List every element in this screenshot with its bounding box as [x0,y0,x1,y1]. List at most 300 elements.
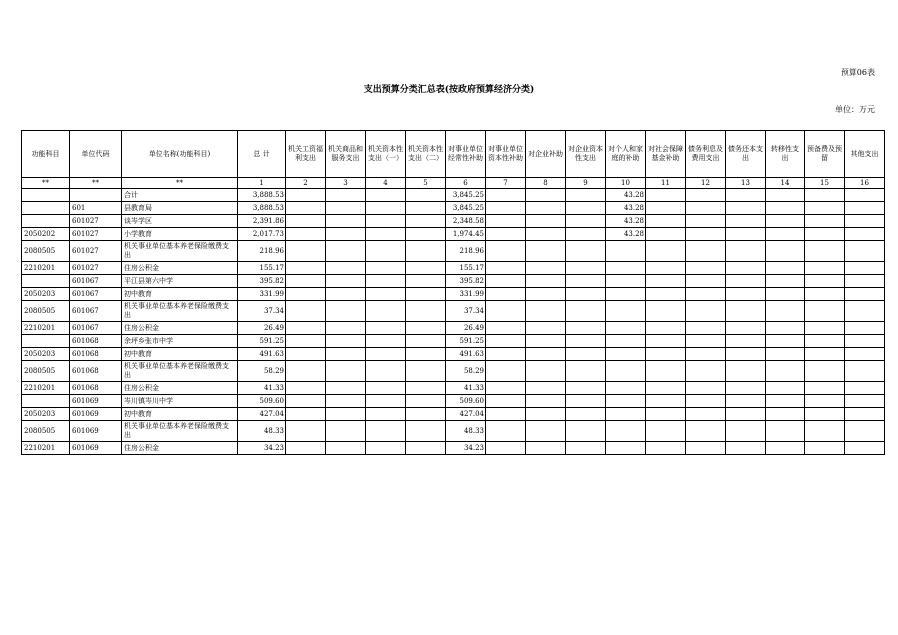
amount-cell [326,335,366,348]
amount-cell [326,382,366,395]
amount-cell [406,202,446,215]
amount-cell [686,335,726,348]
amount-cell [805,382,845,395]
amount-cell [845,215,885,228]
amount-cell [766,288,805,301]
amount-cell: 155.17 [446,262,486,275]
amount-cell [326,241,366,262]
amount-cell [326,189,366,202]
amount-cell [526,301,566,322]
amount-cell [326,395,366,408]
amount-cell [805,202,845,215]
amount-cell [286,288,326,301]
table-row [22,262,885,275]
table-row [22,228,885,241]
amount-cell [845,348,885,361]
amount-cell [406,348,446,361]
amount-cell [686,408,726,421]
amount-cell [726,322,766,335]
function-code-cell: 2210201 [22,322,70,335]
unit-code-cell: 601068 [70,361,122,382]
unit-code-cell: 601068 [70,348,122,361]
unit-code-cell: 601067 [70,288,122,301]
column-header: 对事业单位经常性补助 [446,131,486,178]
column-header: 对企业资本性支出 [566,131,606,178]
amount-cell [406,322,446,335]
amount-cell [326,301,366,322]
amount-cell [646,348,686,361]
amount-cell: 41.33 [446,382,486,395]
amount-cell [486,288,526,301]
amount-cell [366,228,406,241]
amount-cell [646,189,686,202]
table-row [22,241,885,262]
amount-cell [766,322,805,335]
amount-cell: 43.28 [606,202,646,215]
table-row [22,215,885,228]
amount-cell [286,301,326,322]
column-header: 单位名称(功能科目) [122,131,238,178]
amount-cell [606,442,646,455]
function-code-cell: 2210201 [22,262,70,275]
index-cell: 14 [766,178,805,189]
unit-name-cell: 机关事业单位基本养老保险缴费支出 [122,241,238,262]
amount-cell [286,348,326,361]
amount-cell: 218.96 [446,241,486,262]
amount-cell [326,262,366,275]
unit-code-cell: 601027 [70,215,122,228]
table-row [22,202,885,215]
amount-cell [326,361,366,382]
amount-cell [766,301,805,322]
amount-cell [526,228,566,241]
amount-cell [606,348,646,361]
amount-cell [366,189,406,202]
amount-cell: 34.23 [446,442,486,455]
unit-name-cell: 县教育局 [122,202,238,215]
amount-cell [406,275,446,288]
amount-cell: 43.28 [606,228,646,241]
unit-code-cell: 601067 [70,301,122,322]
amount-cell [726,288,766,301]
amount-cell [566,202,606,215]
column-header: 对企业补助 [526,131,566,178]
amount-cell [406,335,446,348]
amount-cell [805,395,845,408]
amount-cell: 3,845.25 [446,202,486,215]
amount-cell [406,361,446,382]
amount-cell: 2,348.58 [446,215,486,228]
amount-cell [486,382,526,395]
total-cell: 331.99 [238,288,286,301]
amount-cell [646,288,686,301]
index-cell: 6 [446,178,486,189]
unit-code-cell: 601069 [70,421,122,442]
amount-cell [845,228,885,241]
budget-table [21,130,885,455]
amount-cell [805,228,845,241]
index-cell: 16 [845,178,885,189]
amount-cell [366,395,406,408]
amount-cell [486,262,526,275]
total-cell: 427.04 [238,408,286,421]
unit-code-cell [70,189,122,202]
index-cell: 7 [486,178,526,189]
amount-cell [606,275,646,288]
amount-cell [526,241,566,262]
function-code-cell [22,202,70,215]
function-code-cell: 2210201 [22,442,70,455]
amount-cell [606,288,646,301]
amount-cell [566,275,606,288]
amount-cell [726,348,766,361]
function-code-cell: 2080505 [22,241,70,262]
amount-cell [486,228,526,241]
total-cell: 2,391.86 [238,215,286,228]
table-row [22,288,885,301]
amount-cell [766,421,805,442]
amount-cell [726,301,766,322]
amount-cell [766,348,805,361]
index-cell: 1 [238,178,286,189]
amount-cell: 491.63 [446,348,486,361]
amount-cell [486,275,526,288]
amount-cell [286,322,326,335]
amount-cell [805,322,845,335]
amount-cell [606,382,646,395]
amount-cell [845,322,885,335]
table-row [22,322,885,335]
total-cell: 3,888.53 [238,189,286,202]
unit-name-cell: 余坪乡张市中学 [122,335,238,348]
amount-cell [845,442,885,455]
amount-cell [526,421,566,442]
unit-name-cell: 机关事业单位基本养老保险缴费支出 [122,301,238,322]
amount-cell [326,275,366,288]
unit-name-cell: 平江县第六中学 [122,275,238,288]
amount-cell [606,408,646,421]
amount-cell [366,421,406,442]
amount-cell [566,288,606,301]
unit-name-cell: 初中教育 [122,408,238,421]
amount-cell [526,275,566,288]
amount-cell [805,348,845,361]
amount-cell [366,361,406,382]
index-cell: 11 [646,178,686,189]
amount-cell [845,361,885,382]
amount-cell [286,442,326,455]
column-header: 对事业单位资本性补助 [486,131,526,178]
unit-label: 单位：万元 [835,105,875,114]
amount-cell [526,442,566,455]
amount-cell [646,382,686,395]
amount-cell [526,202,566,215]
column-header: 其他支出 [845,131,885,178]
unit-code-cell: 601067 [70,275,122,288]
amount-cell [286,395,326,408]
amount-cell [566,348,606,361]
amount-cell [326,288,366,301]
amount-cell [486,442,526,455]
amount-cell [686,228,726,241]
amount-cell [726,241,766,262]
amount-cell [526,322,566,335]
function-code-cell: 2050203 [22,408,70,421]
unit-name-cell: 初中教育 [122,288,238,301]
amount-cell [286,262,326,275]
amount-cell [286,228,326,241]
function-code-cell: 2080505 [22,361,70,382]
amount-cell [726,215,766,228]
column-header: 机关资本性支出（一） [366,131,406,178]
total-cell: 34.23 [238,442,286,455]
amount-cell [646,408,686,421]
amount-cell [805,421,845,442]
amount-cell [406,301,446,322]
amount-cell [845,288,885,301]
amount-cell [766,262,805,275]
amount-cell [366,288,406,301]
amount-cell [606,262,646,275]
amount-cell [726,228,766,241]
amount-cell [406,241,446,262]
amount-cell: 43.28 [606,215,646,228]
unit-code-cell: 601069 [70,442,122,455]
amount-cell: 58.29 [446,361,486,382]
amount-cell [326,421,366,442]
amount-cell [726,382,766,395]
amount-cell [726,442,766,455]
amount-cell [486,322,526,335]
table-row [22,275,885,288]
amount-cell [646,361,686,382]
amount-cell [566,395,606,408]
total-cell: 218.96 [238,241,286,262]
amount-cell [526,215,566,228]
amount-cell [646,442,686,455]
amount-cell [326,348,366,361]
amount-cell [805,408,845,421]
amount-cell [646,228,686,241]
amount-cell [606,301,646,322]
amount-cell [566,301,606,322]
function-code-cell [22,395,70,408]
unit-name-cell: 岑川镇岑川中学 [122,395,238,408]
amount-cell [486,241,526,262]
amount-cell [366,301,406,322]
amount-cell [726,275,766,288]
amount-cell: 3,845.25 [446,189,486,202]
total-cell: 591.25 [238,335,286,348]
function-code-cell: 2080505 [22,301,70,322]
unit-code-cell: 601027 [70,241,122,262]
total-cell: 395.82 [238,275,286,288]
unit-code-cell: 601027 [70,262,122,275]
amount-cell [566,442,606,455]
column-header: 预备费及预留 [805,131,845,178]
amount-cell [326,228,366,241]
amount-cell [366,335,406,348]
amount-cell [286,335,326,348]
amount-cell: 427.04 [446,408,486,421]
amount-cell [286,202,326,215]
index-cell: 10 [606,178,646,189]
amount-cell [566,262,606,275]
amount-cell [766,395,805,408]
amount-cell [686,288,726,301]
amount-cell [326,202,366,215]
unit-name-cell: 合计 [122,189,238,202]
amount-cell [406,189,446,202]
amount-cell [686,348,726,361]
amount-cell [566,322,606,335]
amount-cell [526,395,566,408]
amount-cell [566,228,606,241]
amount-cell [406,288,446,301]
doc-number: 预算06表 [840,68,875,77]
amount-cell [686,189,726,202]
amount-cell [686,382,726,395]
amount-cell [526,189,566,202]
index-cell: 12 [686,178,726,189]
unit-name-cell: 机关事业单位基本养老保险缴费支出 [122,421,238,442]
table-row [22,348,885,361]
column-header: 机关资本性支出（二） [406,131,446,178]
amount-cell [646,215,686,228]
function-code-cell: 2050202 [22,228,70,241]
amount-cell [606,395,646,408]
unit-name-cell: 初中教育 [122,348,238,361]
amount-cell: 48.33 [446,421,486,442]
table-row [22,442,885,455]
index-cell: 2 [286,178,326,189]
amount-cell [366,262,406,275]
table-row [22,189,885,202]
unit-name-cell: 住房公积金 [122,322,238,335]
amount-cell [766,408,805,421]
amount-cell: 331.99 [446,288,486,301]
amount-cell [566,408,606,421]
unit-name-cell: 小学教育 [122,228,238,241]
amount-cell [526,288,566,301]
index-cell: 4 [366,178,406,189]
total-cell: 26.49 [238,322,286,335]
amount-cell [366,241,406,262]
amount-cell [326,442,366,455]
index-cell: ** [122,178,238,189]
amount-cell [486,421,526,442]
amount-cell [566,189,606,202]
index-cell: 15 [805,178,845,189]
amount-cell: 395.82 [446,275,486,288]
amount-cell [646,301,686,322]
total-cell: 491.63 [238,348,286,361]
amount-cell: 37.34 [446,301,486,322]
function-code-cell: 2050203 [22,288,70,301]
index-cell: ** [70,178,122,189]
table-row [22,421,885,442]
amount-cell [726,421,766,442]
amount-cell: 1,974.45 [446,228,486,241]
amount-cell [486,215,526,228]
amount-cell [566,361,606,382]
amount-cell [406,421,446,442]
amount-cell [606,335,646,348]
table-row [22,335,885,348]
amount-cell [406,442,446,455]
amount-cell [486,301,526,322]
amount-cell [766,275,805,288]
amount-cell [366,408,406,421]
amount-cell [286,421,326,442]
amount-cell [766,361,805,382]
amount-cell [766,189,805,202]
function-code-cell: 2050203 [22,348,70,361]
amount-cell [686,442,726,455]
function-code-cell [22,275,70,288]
amount-cell [805,442,845,455]
unit-code-cell: 601069 [70,395,122,408]
amount-cell [805,301,845,322]
index-cell: 9 [566,178,606,189]
amount-cell [766,202,805,215]
amount-cell: 509.60 [446,395,486,408]
amount-cell [606,361,646,382]
total-cell: 58.29 [238,361,286,382]
amount-cell [845,408,885,421]
amount-cell [326,408,366,421]
amount-cell [805,241,845,262]
index-cell: 13 [726,178,766,189]
amount-cell [486,361,526,382]
amount-cell [766,442,805,455]
amount-cell [646,335,686,348]
amount-cell [845,202,885,215]
amount-cell [766,335,805,348]
amount-cell [845,275,885,288]
amount-cell [406,215,446,228]
amount-cell [805,189,845,202]
amount-cell [406,395,446,408]
unit-code-cell: 601 [70,202,122,215]
amount-cell [606,241,646,262]
function-code-cell [22,215,70,228]
amount-cell [686,202,726,215]
amount-cell [646,262,686,275]
amount-cell [286,189,326,202]
amount-cell [286,382,326,395]
unit-name-cell: 住房公积金 [122,382,238,395]
amount-cell [526,262,566,275]
function-code-cell: 2210201 [22,382,70,395]
amount-cell [366,322,406,335]
amount-cell [526,408,566,421]
amount-cell [566,241,606,262]
page-title: 支出预算分类汇总表(按政府预算经济分类) [363,85,535,95]
amount-cell [766,382,805,395]
amount-cell [805,361,845,382]
amount-cell [486,189,526,202]
amount-cell [766,215,805,228]
amount-cell [845,421,885,442]
total-cell: 3,888.53 [238,202,286,215]
table-row [22,361,885,382]
amount-cell [526,382,566,395]
amount-cell [646,395,686,408]
amount-cell [486,335,526,348]
amount-cell [406,228,446,241]
amount-cell [845,301,885,322]
